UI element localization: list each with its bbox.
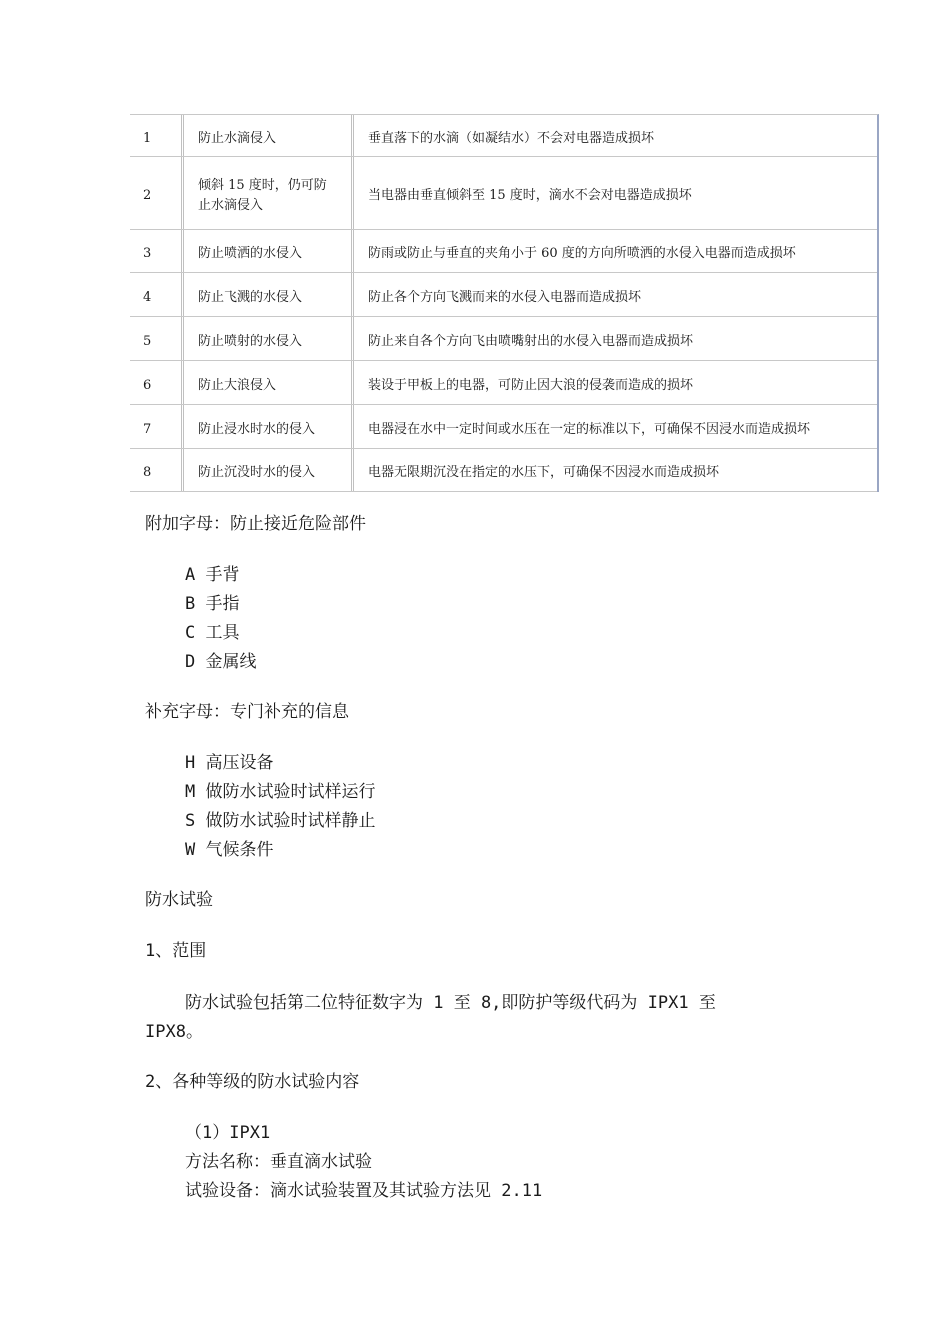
row-number: 4 [130,273,184,316]
method-name: 方法名称：垂直滴水试验 [185,1152,372,1172]
protection-description: 防止来自各个方向飞由喷嘴射出的水侵入电器而造成损坏 [368,333,694,349]
protection-level: 防止大浪侵入 [184,361,354,404]
test-equipment: 试验设备：滴水试验装置及其试验方法见 2.11 [185,1181,543,1201]
list-item: M 做防水试验时试样运行 [185,782,376,802]
protection-level: 防止水滴侵入 [184,115,354,156]
row-number: 2 [130,157,184,229]
row-number: 5 [130,317,184,360]
table-row [130,317,877,361]
table-row [130,273,877,317]
ipx1-section [145,1119,542,1206]
list-item: H 高压设备 [185,753,274,773]
row-number: 1 [130,115,184,156]
table-row [130,361,877,405]
protection-description: 电器浸在水中一定时间或水压在一定的标准以下，可确保不因浸水而造成损坏 [368,421,811,437]
list-item: S 做防水试验时试样静止 [185,811,376,831]
protection-level: 倾斜 15 度时，仍可防止水滴侵入 [184,157,354,229]
protection-description: 当电器由垂直倾斜至 15 度时，滴水不会对电器造成损坏 [368,188,692,203]
additional-letters-list [145,561,256,677]
levels-heading: 2、各种等级的防水试验内容 [145,1072,360,1092]
table-row [130,449,877,492]
protection-description: 装设于甲板上的电器，可防止因大浪的侵袭而造成的损坏 [368,377,694,393]
protection-level: 防止飞溅的水侵入 [184,273,354,316]
list-item: D 金属线 [185,652,257,672]
scope-paragraph-line-1: 防水试验包括第二位特征数字为 1 至 8,即防护等级代码为 IPX1 至 [185,993,716,1013]
list-item: W 气候条件 [185,840,274,860]
scope-heading: 1、范围 [145,941,207,961]
ip-rating-table [130,114,879,492]
protection-description: 防雨或防止与垂直的夹角小于 60 度的方向所喷洒的水侵入电器而造成损坏 [368,246,796,261]
scope-paragraph-line-2: IPX8。 [145,1022,203,1042]
table-row [130,115,877,157]
protection-level: 防止沉没时水的侵入 [184,449,354,491]
ipx1-heading: （1）IPX1 [185,1123,271,1143]
table-row [130,405,877,449]
protection-description: 垂直落下的水滴（如凝结水）不会对电器造成损坏 [368,130,655,146]
protection-description: 防止各个方向飞溅而来的水侵入电器而造成损坏 [368,289,642,305]
row-number: 7 [130,405,184,448]
supplementary-letters-heading: 补充字母：专门补充的信息 [145,702,349,722]
additional-letters-heading: 附加字母：防止接近危险部件 [145,514,366,534]
supplementary-letters-list [145,749,375,865]
row-number: 3 [130,230,184,272]
list-item: B 手指 [185,594,240,614]
protection-level: 防止喷射的水侵入 [184,317,354,360]
protection-level: 防止喷洒的水侵入 [184,230,354,272]
row-number: 6 [130,361,184,404]
waterproof-test-heading: 防水试验 [145,890,213,910]
table-row [130,230,877,273]
protection-description: 电器无限期沉没在指定的水压下，可确保不因浸水而造成损坏 [368,465,720,480]
list-item: C 工具 [185,623,240,643]
table-row [130,157,877,230]
protection-level: 防止浸水时水的侵入 [184,405,354,448]
list-item: A 手背 [185,565,240,585]
row-number: 8 [130,449,184,491]
